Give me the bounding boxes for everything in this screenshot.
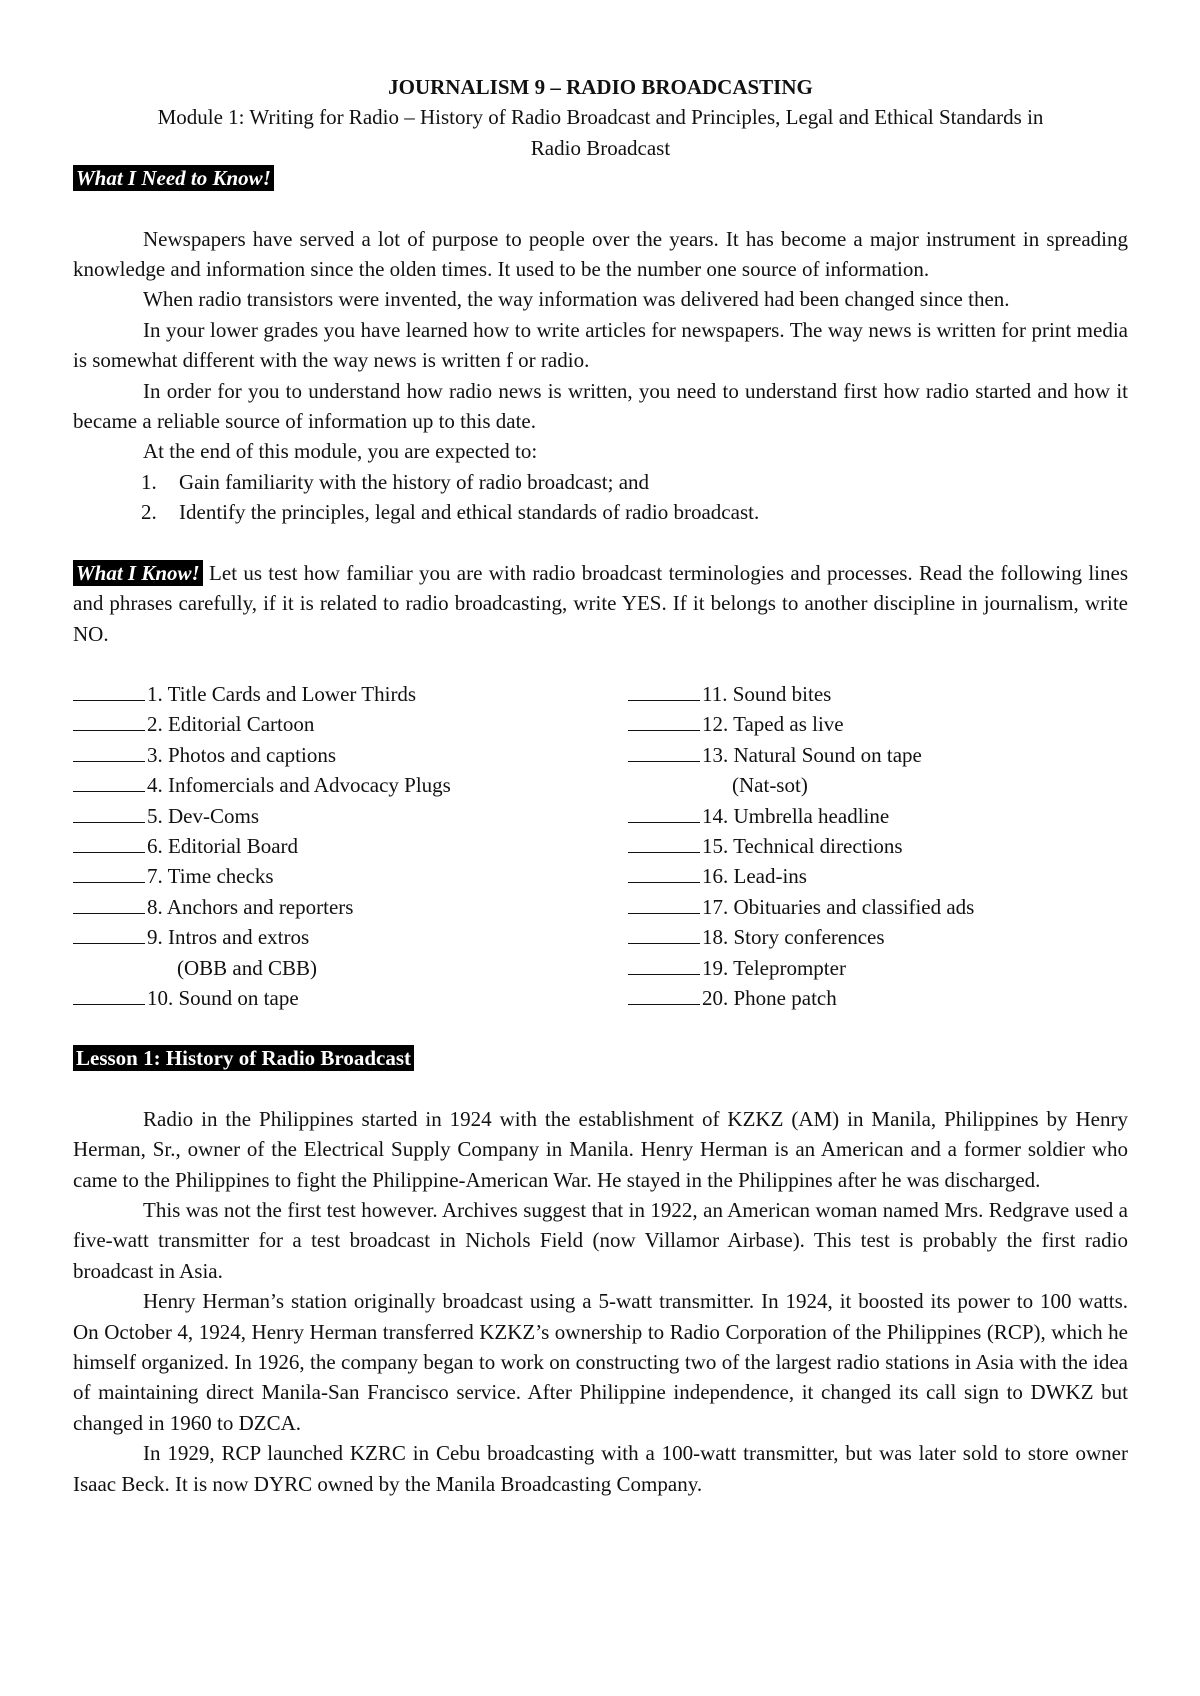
answer-blank[interactable]: [73, 680, 145, 701]
answer-blank[interactable]: [628, 832, 700, 853]
lesson-paragraph: Henry Herman’s station originally broadcast using a 5-watt transmitter. In 1924, it boosted its power to 100 watts. On October 4, 1924, Henry Herman transferred KZKZ’s ownership to Radio Corporation of the Philippines (RCP), which he himself organized. In 1926, the company began to work on constructing two of the largest radio stations in Asia with the idea of maintaining direct Manila-San Francisco service. After Philippine independence, it changed its call sign to DWKZ but changed in 1960 to DZCA.: [73, 1289, 1128, 1435]
answer-blank[interactable]: [628, 984, 700, 1005]
need-to-know-heading: What I Need to Know!: [73, 165, 274, 191]
answer-blank[interactable]: [628, 802, 700, 823]
quiz-item: 14. Umbrella headline: [628, 801, 1128, 831]
answer-blank[interactable]: [628, 862, 700, 883]
answer-blank[interactable]: [628, 710, 700, 731]
intro-paragraph: Newspapers have served a lot of purpose to people over the years. It has become a major instrument in spreading knowledge and information since the olden times. It used to be the number one source of information.: [73, 226, 1128, 282]
answer-blank[interactable]: [73, 710, 145, 731]
quiz-item: 16. Lead-ins: [628, 861, 1128, 891]
what-i-know-heading: What I Know!: [73, 560, 203, 586]
answer-blank[interactable]: [73, 832, 145, 853]
quiz-item: 9. Intros and extros: [73, 922, 573, 952]
need-to-know-section: [73, 163, 1128, 527]
quiz-item: 1. Title Cards and Lower Thirds: [73, 679, 573, 709]
answer-blank[interactable]: [73, 741, 145, 762]
what-i-know-section: [73, 558, 1128, 1014]
quiz-item-continuation: (Nat-sot): [732, 773, 808, 798]
quiz-item: 2. Editorial Cartoon: [73, 709, 573, 739]
quiz-item: 19. Teleprompter: [628, 953, 1128, 983]
what-i-know-instructions: What I Know! Let us test how familiar you are with radio broadcast terminologies and processes. Read the following lines and phrases carefully, if it is related to radio broadcasting, write YES. If it belongs to another discipline in journalism, write NO.: [73, 560, 1129, 646]
quiz-item: 10. Sound on tape: [73, 983, 573, 1013]
answer-blank[interactable]: [73, 771, 145, 792]
objectives-list: [73, 467, 1128, 528]
intro-paragraph: When radio transistors were invented, the way information was delivered had been changed since then.: [143, 287, 1010, 312]
lesson-paragraph: Radio in the Philippines started in 1924 with the establishment of KZKZ (AM) in Manila, Philippines by Henry Herman, Sr., owner of the Electrical Supply Company in Manila. Henry Herman is an American and a former soldier who came to the Philippines to fight the Philippine-American War. He stayed in the Philippines after he was discharged.: [73, 1106, 1128, 1192]
answer-blank[interactable]: [628, 923, 700, 944]
quiz-item: 18. Story conferences: [628, 922, 1128, 952]
module-subtitle-line-2: Radio Broadcast: [530, 135, 671, 160]
lesson-1-heading: Lesson 1: History of Radio Broadcast: [73, 1045, 414, 1071]
answer-blank[interactable]: [73, 802, 145, 823]
quiz-item: 7. Time checks: [73, 861, 573, 891]
quiz-item: 4. Infomercials and Advocacy Plugs: [73, 770, 573, 800]
objective-item: 1. Gain familiarity with the history of radio broadcast; and: [141, 469, 650, 494]
quiz-item: 3. Photos and captions: [73, 740, 573, 770]
quiz-column-left: [73, 679, 573, 1013]
objective-item: 2. Identify the principles, legal and ethical standards of radio broadcast.: [141, 500, 760, 525]
answer-blank[interactable]: [628, 954, 700, 975]
document-title: JOURNALISM 9 – RADIO BROADCASTING: [388, 75, 813, 99]
lesson-paragraph: This was not the first test however. Archives suggest that in 1922, an American woman named Mrs. Redgrave used a five-watt transmitter for a test broadcast in Nichols Field (now Villamor Airbase). This test is probably the first radio broadcast in Asia.: [73, 1198, 1128, 1283]
quiz-item-continuation: (OBB and CBB): [177, 955, 318, 980]
answer-blank[interactable]: [73, 862, 145, 883]
quiz-item: 13. Natural Sound on tape: [628, 740, 1128, 770]
answer-blank[interactable]: [73, 893, 145, 914]
quiz-item: 20. Phone patch: [628, 983, 1128, 1013]
quiz-items: [73, 679, 1128, 1013]
quiz-item: 8. Anchors and reporters: [73, 892, 573, 922]
quiz-item: 5. Dev-Coms: [73, 801, 573, 831]
quiz-item: 6. Editorial Board: [73, 831, 573, 861]
intro-paragraph: At the end of this module, you are expected to:: [143, 439, 538, 464]
intro-paragraph: In your lower grades you have learned how to write articles for newspapers. The way news is written for print media is somewhat different with the way news is written f or radio.: [73, 317, 1128, 373]
lesson-1-section: [73, 1043, 1128, 1499]
answer-blank[interactable]: [628, 741, 700, 762]
module-subtitle-line-1: Module 1: Writing for Radio – History of Radio Broadcast and Principles, Legal and Ethical Standards in: [157, 105, 1044, 130]
quiz-item: 12. Taped as live: [628, 709, 1128, 739]
answer-blank[interactable]: [628, 893, 700, 914]
quiz-item: 11. Sound bites: [628, 679, 1128, 709]
intro-paragraph: In order for you to understand how radio news is written, you need to understand first how radio started and how it became a reliable source of information up to this date.: [73, 378, 1128, 434]
answer-blank[interactable]: [73, 984, 145, 1005]
answer-blank[interactable]: [628, 680, 700, 701]
quiz-item: 15. Technical directions: [628, 831, 1128, 861]
lesson-paragraph: In 1929, RCP launched KZRC in Cebu broadcasting with a 100-watt transmitter, but was later sold to store owner Isaac Beck. It is now DYRC owned by the Manila Broadcasting Company.: [73, 1441, 1128, 1496]
quiz-column-right: [628, 679, 1128, 1013]
quiz-item: 17. Obituaries and classified ads: [628, 892, 1128, 922]
answer-blank[interactable]: [73, 923, 145, 944]
